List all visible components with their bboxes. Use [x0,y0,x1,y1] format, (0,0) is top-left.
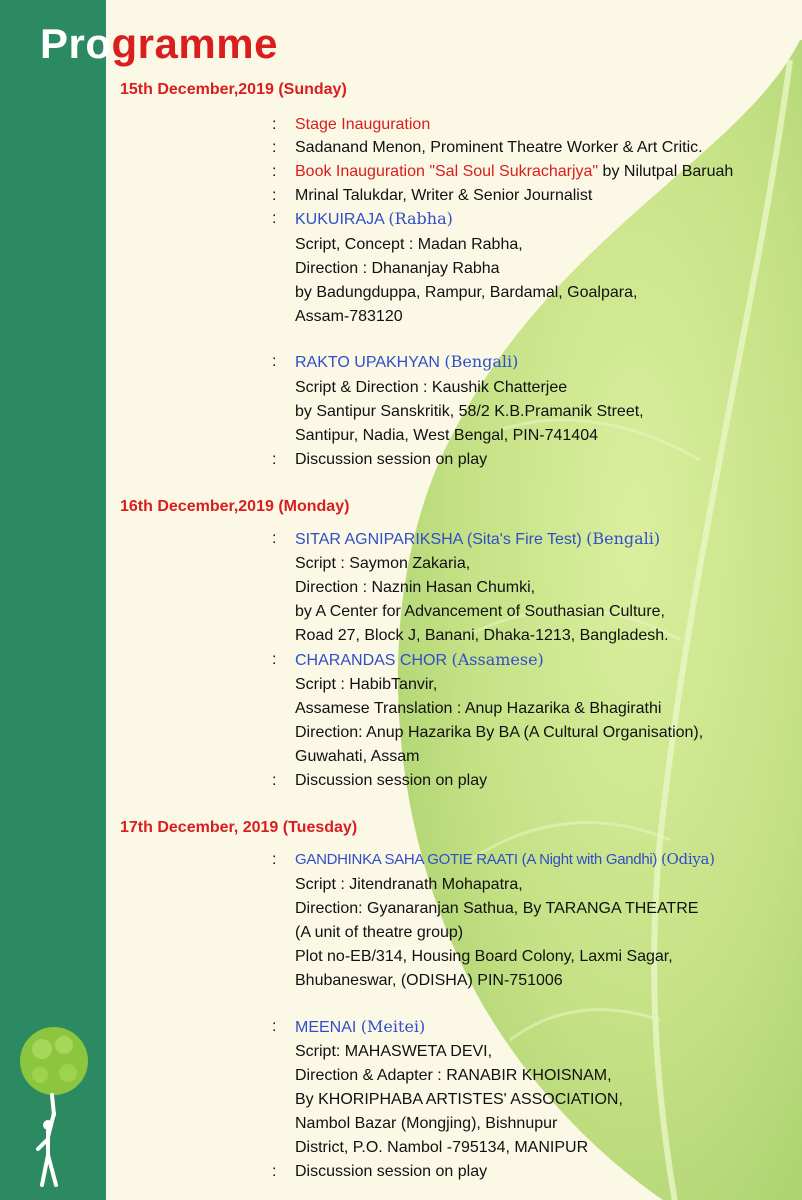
title-part-red: gramme [111,20,278,67]
play-title: KUKUIRAJA [295,211,389,228]
play-detail: Direction: Gyanaranjan Sathua, By TARANGA THEATRE [295,900,699,917]
event-detail: Discussion session on play [295,451,488,468]
play-detail: Assam-783120 [295,308,403,325]
play-detail: By KHORIPHABA ARTISTES' ASSOCIATION, [295,1091,623,1108]
event-detail: by Nilutpal Baruah [598,163,734,180]
play-detail: Road 27, Block J, Banani, Dhaka-1213, Bangladesh. [295,627,669,644]
play-title: MEENAI [295,1019,361,1036]
play-detail: Script : HabibTanvir, [295,676,438,693]
play-language: (Bengali) [586,529,661,548]
event-detail: Sadanand Menon, Prominent Theatre Worker & Art Critic. [295,139,703,156]
play-language: (Assamese) [451,650,544,669]
title-part-white: Pro [40,20,112,67]
event-title: Book Inauguration "Sal Soul Sukracharjya" [295,163,599,180]
play-detail: Direction : Naznin Hasan Chumki, [295,579,536,596]
play-detail: Direction & Adapter : RANABIR KHOISNAM, [295,1067,612,1084]
event-detail: Discussion session on play [295,772,488,789]
play-detail: Script & Direction : Kaushik Chatterjee [295,379,568,396]
play-language: (Meitei) [360,1017,426,1036]
play-detail: Assamese Translation : Anup Hazarika & Bhagirathi [295,700,662,717]
play-language: (Bengali) [444,352,519,371]
play-title: CHARANDAS CHOR [295,652,452,669]
event-title: Stage Inauguration [295,116,431,133]
play-detail: by Badungduppa, Rampur, Bardamal, Goalpara, [295,284,638,301]
play-title: GANDHINKA SAHA GOTIE RAATI (A Night with Gandhi) [295,851,661,868]
play-detail: (A unit of theatre group) [295,924,464,941]
play-detail: by Santipur Sanskritik, 58/2 K.B.Pramanik Street, [295,403,644,420]
play-language: (Rabha) [388,209,453,228]
play-detail: Santipur, Nadia, West Bengal, PIN-741404 [295,427,598,444]
play-detail: Guwahati, Assam [295,748,420,765]
play-title: SITAR AGNIPARIKSHA (Sita's Fire Test) [295,531,587,548]
play-title: RAKTO UPAKHYAN [295,354,445,371]
day-heading: 16th December,2019 (Monday) [120,498,350,515]
play-language: (Odiya) [660,850,715,868]
play-detail: Script, Concept : Madan Rabha, [295,236,523,253]
play-detail: District, P.O. Nambol -795134, MANIPUR [295,1139,589,1156]
play-detail: Direction: Anup Hazarika By BA (A Cultural Organisation), [295,724,704,741]
play-detail: Script : Saymon Zakaria, [295,555,471,572]
play-detail: Direction : Dhananjay Rabha [295,260,500,277]
day-heading: 15th December,2019 (Sunday) [120,81,347,98]
play-detail: Nambol Bazar (Mongjing), Bishnupur [295,1115,558,1132]
play-detail: Bhubaneswar, (ODISHA) PIN-751006 [295,972,563,989]
play-detail: by A Center for Advancement of Southasian Culture, [295,603,665,620]
event-detail: Discussion session on play [295,1163,488,1180]
play-detail: Script : Jitendranath Mohapatra, [295,876,523,893]
programme-content: 15th December,2019 (Sunday) : Stage Inauguration : Sadanand Menon, Prominent Theatre Worker & Art Critic. : Book Inauguration "Sal Soul Sukracharjya" by Nilutpal Baruah : Mrinal Talukdar, Writer & Senior Journalist : KUKUIRAJA (Rabha) Script, Concept : Madan Rabha, Direction : Dhananjay Rabha by Badungduppa, Rampur, Bardamal, Goalpara, Assam-783120 : RAKTO UPAKHYAN (Bengali) Script & Direction : Kaushik Chatterjee by Santipur Sanskritik, 58/2 K.B.Pramanik Street, Santipur, Nadia, West Bengal, PIN-741404 : Discussion session on play 16th December,2019 (Monday) : SITAR AGNIPARIKSHA (Sita's Fire Test) (Bengali) Script : Saymon Zakaria, Direction : Naznin Hasan Chumki, by A Center for Advancement of Southasian Culture, Road 27, Block J, Banani, Dhaka-1213, Bangladesh. : CHARANDAS CHOR (Assamese) Script : HabibTanvir, Assamese Translation : Anup Hazarika & Bhagirathi Direction: Anup Hazarika By BA (A Cultural Organisation), Guwahati, Assam : Discussion session on play 17th December, 2019 (Tuesday) : GANDHINKA SAHA GOTIE RAATI (A Night with Gandhi) (Odiya) Script : Jitendranath Mohapatra, Direction: Gyanaranjan Sathua, By TARANGA THEATRE (A unit of theatre group) Plot no-EB/314, Housing Board Colony, Laxmi Sagar, Bhubaneswar, (ODISHA) PIN-751006 : MEENAI (Meitei) Script: MAHASWETA DEVI, Direction & Adapter : RANABIR KHOISNAM, By KHORIPHABA ARTISTES' ASSOCIATION, Nambol Bazar (Mongjing), Bishnupur District, P.O. Nambol -795134, MANIPUR : Discussion session on play [0,0,802,1200]
play-detail: Plot no-EB/314, Housing Board Colony, Laxmi Sagar, [295,948,673,965]
play-detail: Script: MAHASWETA DEVI, [295,1043,493,1060]
event-detail: Mrinal Talukdar, Writer & Senior Journalist [295,187,593,204]
day-heading: 17th December, 2019 (Tuesday) [120,819,358,836]
